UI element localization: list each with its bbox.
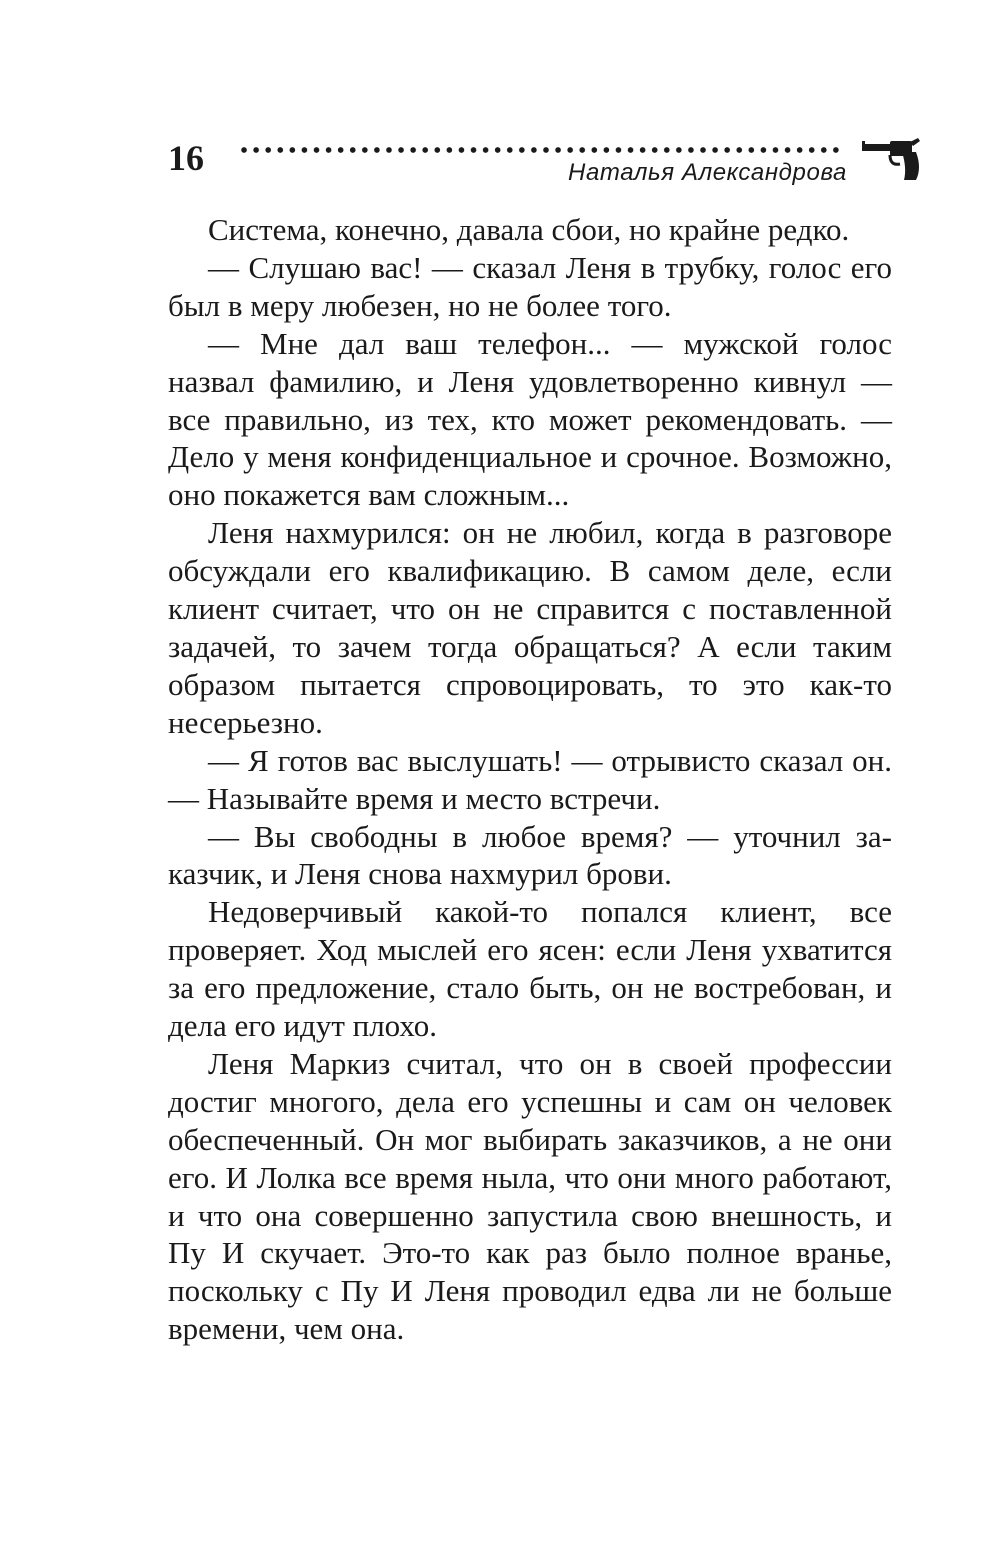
- paragraph: — Вы свободны в любое время? — уточнил заказчик, и Леня снова нахмурил брови.: [168, 818, 892, 892]
- paragraph: — Я готов вас выслушать! — отрывисто сказал он. — Называйте время и место встречи.: [168, 742, 892, 816]
- paragraph: Леня нахмурился: он не любил, когда в разговоре обсуждали его квалификацию. В самом деле, если клиент считает, что он не справится с поставленной задачей, то зачем тогда обращаться? А если таким образом пытается спровоцировать, то это как-то несерьезно.: [168, 515, 892, 740]
- running-head-author: Наталья Александрова: [568, 159, 847, 186]
- page-header: [0, 0, 1000, 200]
- page-number: 16: [168, 138, 204, 178]
- paragraph: Леня Маркиз считал, что он в своей профессии достиг многого, дела его успешны и сам он человек обеспеченный. Он мог выбирать заказчиков, а не они его. И Лолка все время ныла, что они много работают, и что она совершенно запустила свою внешность, и Пу И скучает. Это-то как раз было полное вранье, поскольку с Пу И Леня проводил едва ли не больше времени, чем она.: [168, 1045, 892, 1347]
- paragraph: Недоверчивый какой-то попался клиент, все проверяет. Ход мыслей его ясен: если Леня ухватится за его предложение, стало быть, он не востребован, и дела его идут плохо.: [168, 894, 892, 1044]
- paragraph: — Мне дал ваш телефон... — мужской голос назвал фамилию, и Леня удовлетворенно кивнул — все правильно, из тех, кто может рекомендовать. — Дело у меня конфиденциальное и срочное. Возможно, оно покажется вам сложным...: [168, 325, 892, 513]
- paragraph: — Слушаю вас! — сказал Леня в трубку, голос его был в меру любезен, но не более того.: [168, 249, 892, 323]
- dotted-rule: [238, 146, 842, 154]
- body-text: [168, 211, 892, 1348]
- revolver-icon: [860, 138, 922, 182]
- paragraph: Система, конечно, давала сбои, но крайне редко.: [208, 212, 850, 247]
